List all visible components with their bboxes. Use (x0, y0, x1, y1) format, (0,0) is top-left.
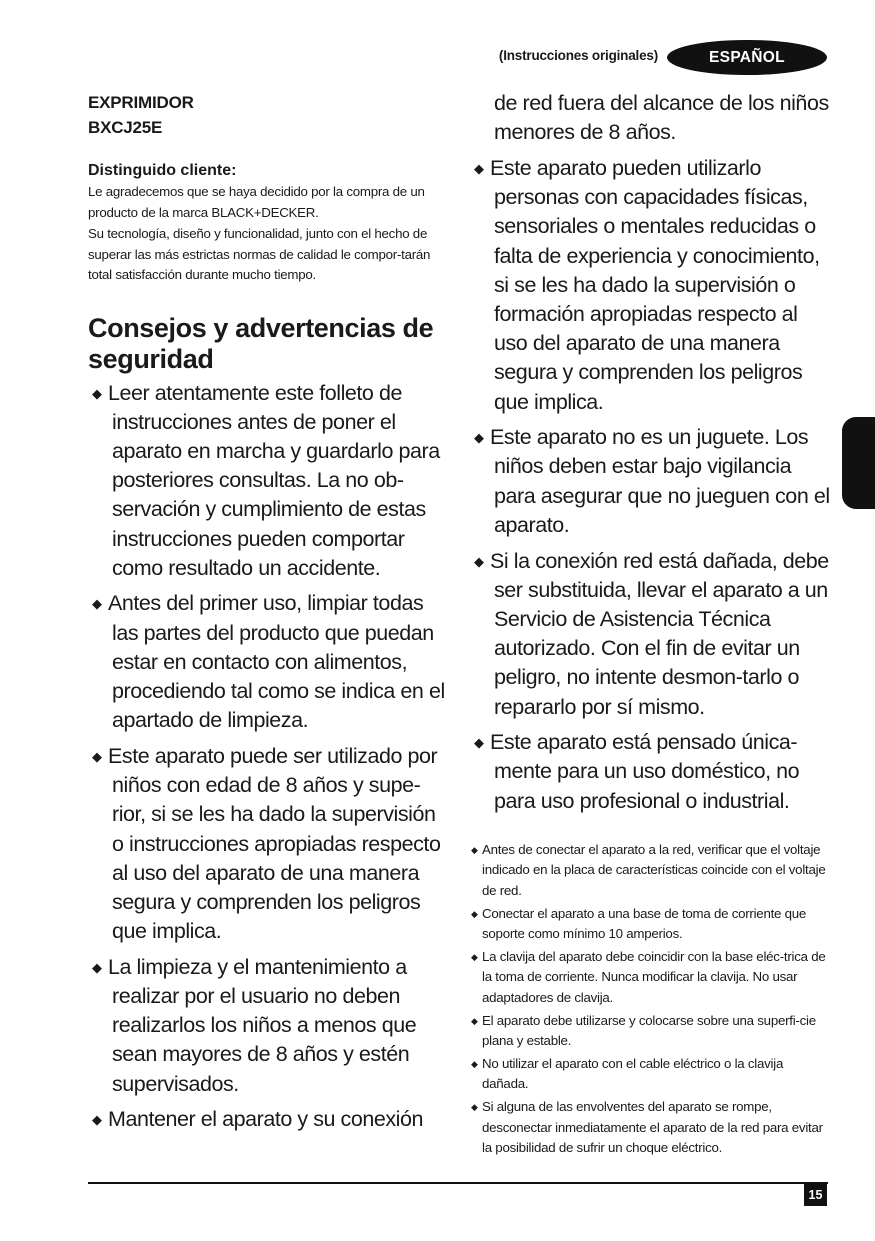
diamond-bullet-icon: ◆ (471, 1015, 478, 1026)
diamond-bullet-icon: ◆ (474, 735, 484, 751)
list-item: ◆ Este aparato pueden utilizarlo personas con capacidades físicas, sensoriales o mentales reducidas o falta de experiencia y conocimiento, si se les ha dado la supervisión o formación apropiadas respecto al uso del aparato de una manera segura y comprenden los peligros que implica. (474, 155, 820, 414)
header-note: (Instrucciones originales) (498, 48, 658, 63)
diamond-bullet-icon: ◆ (92, 959, 102, 975)
list-item: ◆ Antes del primer uso, limpiar todas las partes del producto que puedan estar en contacto con alimentos, procediendo tal como se indica en el apartado de limpieza. (92, 591, 445, 733)
list-item: ◆ El aparato debe utilizarse y colocarse sobre una superfi-cie plana y estable. (471, 1012, 816, 1049)
greeting-paragraph: Su tecnología, diseño y funcionalidad, junto con el hecho de superar las más estrictas normas de calidad le compor-tarán total satisfacción durante mucho tiempo. (88, 226, 431, 282)
list-item: ◆ Este aparato no es un juguete. Los niños deben estar bajo vigilancia para asegurar que no jueguen con el aparato. (474, 425, 830, 537)
list-item: ◆ La clavija del aparato debe coincidir con la base eléc-trica de la toma de corriente. Nunca modificar la clavija. No usar adaptadores de clavija. (471, 948, 826, 1005)
right-column (470, 89, 830, 1161)
product-name: EXPRIMIDOR (88, 93, 194, 112)
list-item: ◆ Antes de conectar el aparato a la red, verificar que el voltaje indicado en la placa de características coincide con el voltaje de red. (471, 841, 826, 898)
greeting-paragraph: Le agradecemos que se haya decidido por la compra de un producto de la marca BLACK+DECKER. (88, 184, 425, 220)
diamond-bullet-icon: ◆ (92, 748, 102, 764)
list-item-continuation: de red fuera del alcance de los niños menores de 8 años. (494, 91, 829, 145)
list-item: ◆ Si la conexión red está dañada, debe ser substituida, llevar el aparato a un Servicio de Asistencia Técnica autorizado. Con el fin de evitar un peligro, no intente desmon-tarlo o repararlo por sí mismo. (474, 548, 829, 719)
diamond-bullet-icon: ◆ (92, 596, 102, 612)
diamond-bullet-icon: ◆ (471, 1058, 478, 1069)
diamond-bullet-icon: ◆ (92, 385, 102, 401)
diamond-bullet-icon: ◆ (471, 844, 478, 855)
list-item: ◆ Si alguna de las envolventes del aparato se rompe, desconectar inmediatamente el aparato de la red para evitar la posibilidad de sufrir un choque eléctrico. (471, 1099, 823, 1156)
diamond-bullet-icon: ◆ (92, 1112, 102, 1128)
diamond-bullet-icon: ◆ (474, 430, 484, 446)
language-badge: ESPAÑOL (667, 40, 827, 75)
list-item: ◆ No utilizar el aparato con el cable eléctrico o la clavija dañada. (471, 1055, 784, 1092)
list-item: ◆ Leer atentamente este folleto de instrucciones antes de poner el aparato en marcha y guardarlo para posteriores consultas. La no ob-servación y cumplimiento de estas instrucciones pueden comportar como resultado un accidente. (92, 380, 440, 580)
section-title: Consejos y advertencias de seguridad (88, 312, 434, 374)
page-number: 15 (804, 1184, 827, 1206)
list-item: ◆ Este aparato puede ser utilizado por niños con edad de 8 años y supe-rior, si se les ha dado la supervisión o instrucciones apropiadas respecto al uso del aparato de una manera segura y comprenden los peligros que implica. (92, 743, 441, 944)
product-model: BXCJ25E (88, 118, 163, 137)
diamond-bullet-icon: ◆ (471, 951, 478, 962)
list-item: ◆ La limpieza y el mantenimiento a realizar por el usuario no deben realizarlos los niños a menos que sean mayores de 8 años y estén supervisados. (92, 954, 417, 1096)
list-item: ◆ Conectar el aparato a una base de toma de corriente que soporte como mínimo 10 amperios. (471, 905, 807, 941)
list-item: ◆ Este aparato está pensado única-mente para un uso doméstico, no para uso profesional o industrial. (474, 730, 800, 813)
list-item: ◆ Mantener el aparato y su conexión (88, 1105, 448, 1134)
greeting-title: Distinguido cliente: (88, 162, 237, 179)
section-tab-marker (842, 417, 875, 509)
diamond-bullet-icon: ◆ (471, 1102, 478, 1113)
footer-divider (88, 1182, 828, 1184)
diamond-bullet-icon: ◆ (471, 908, 478, 919)
left-column (88, 90, 448, 1141)
diamond-bullet-icon: ◆ (474, 553, 484, 569)
safety-list-right (470, 154, 830, 816)
diamond-bullet-icon: ◆ (474, 160, 484, 176)
safety-list-left (88, 379, 448, 1135)
electrical-safety-list (470, 840, 830, 1159)
